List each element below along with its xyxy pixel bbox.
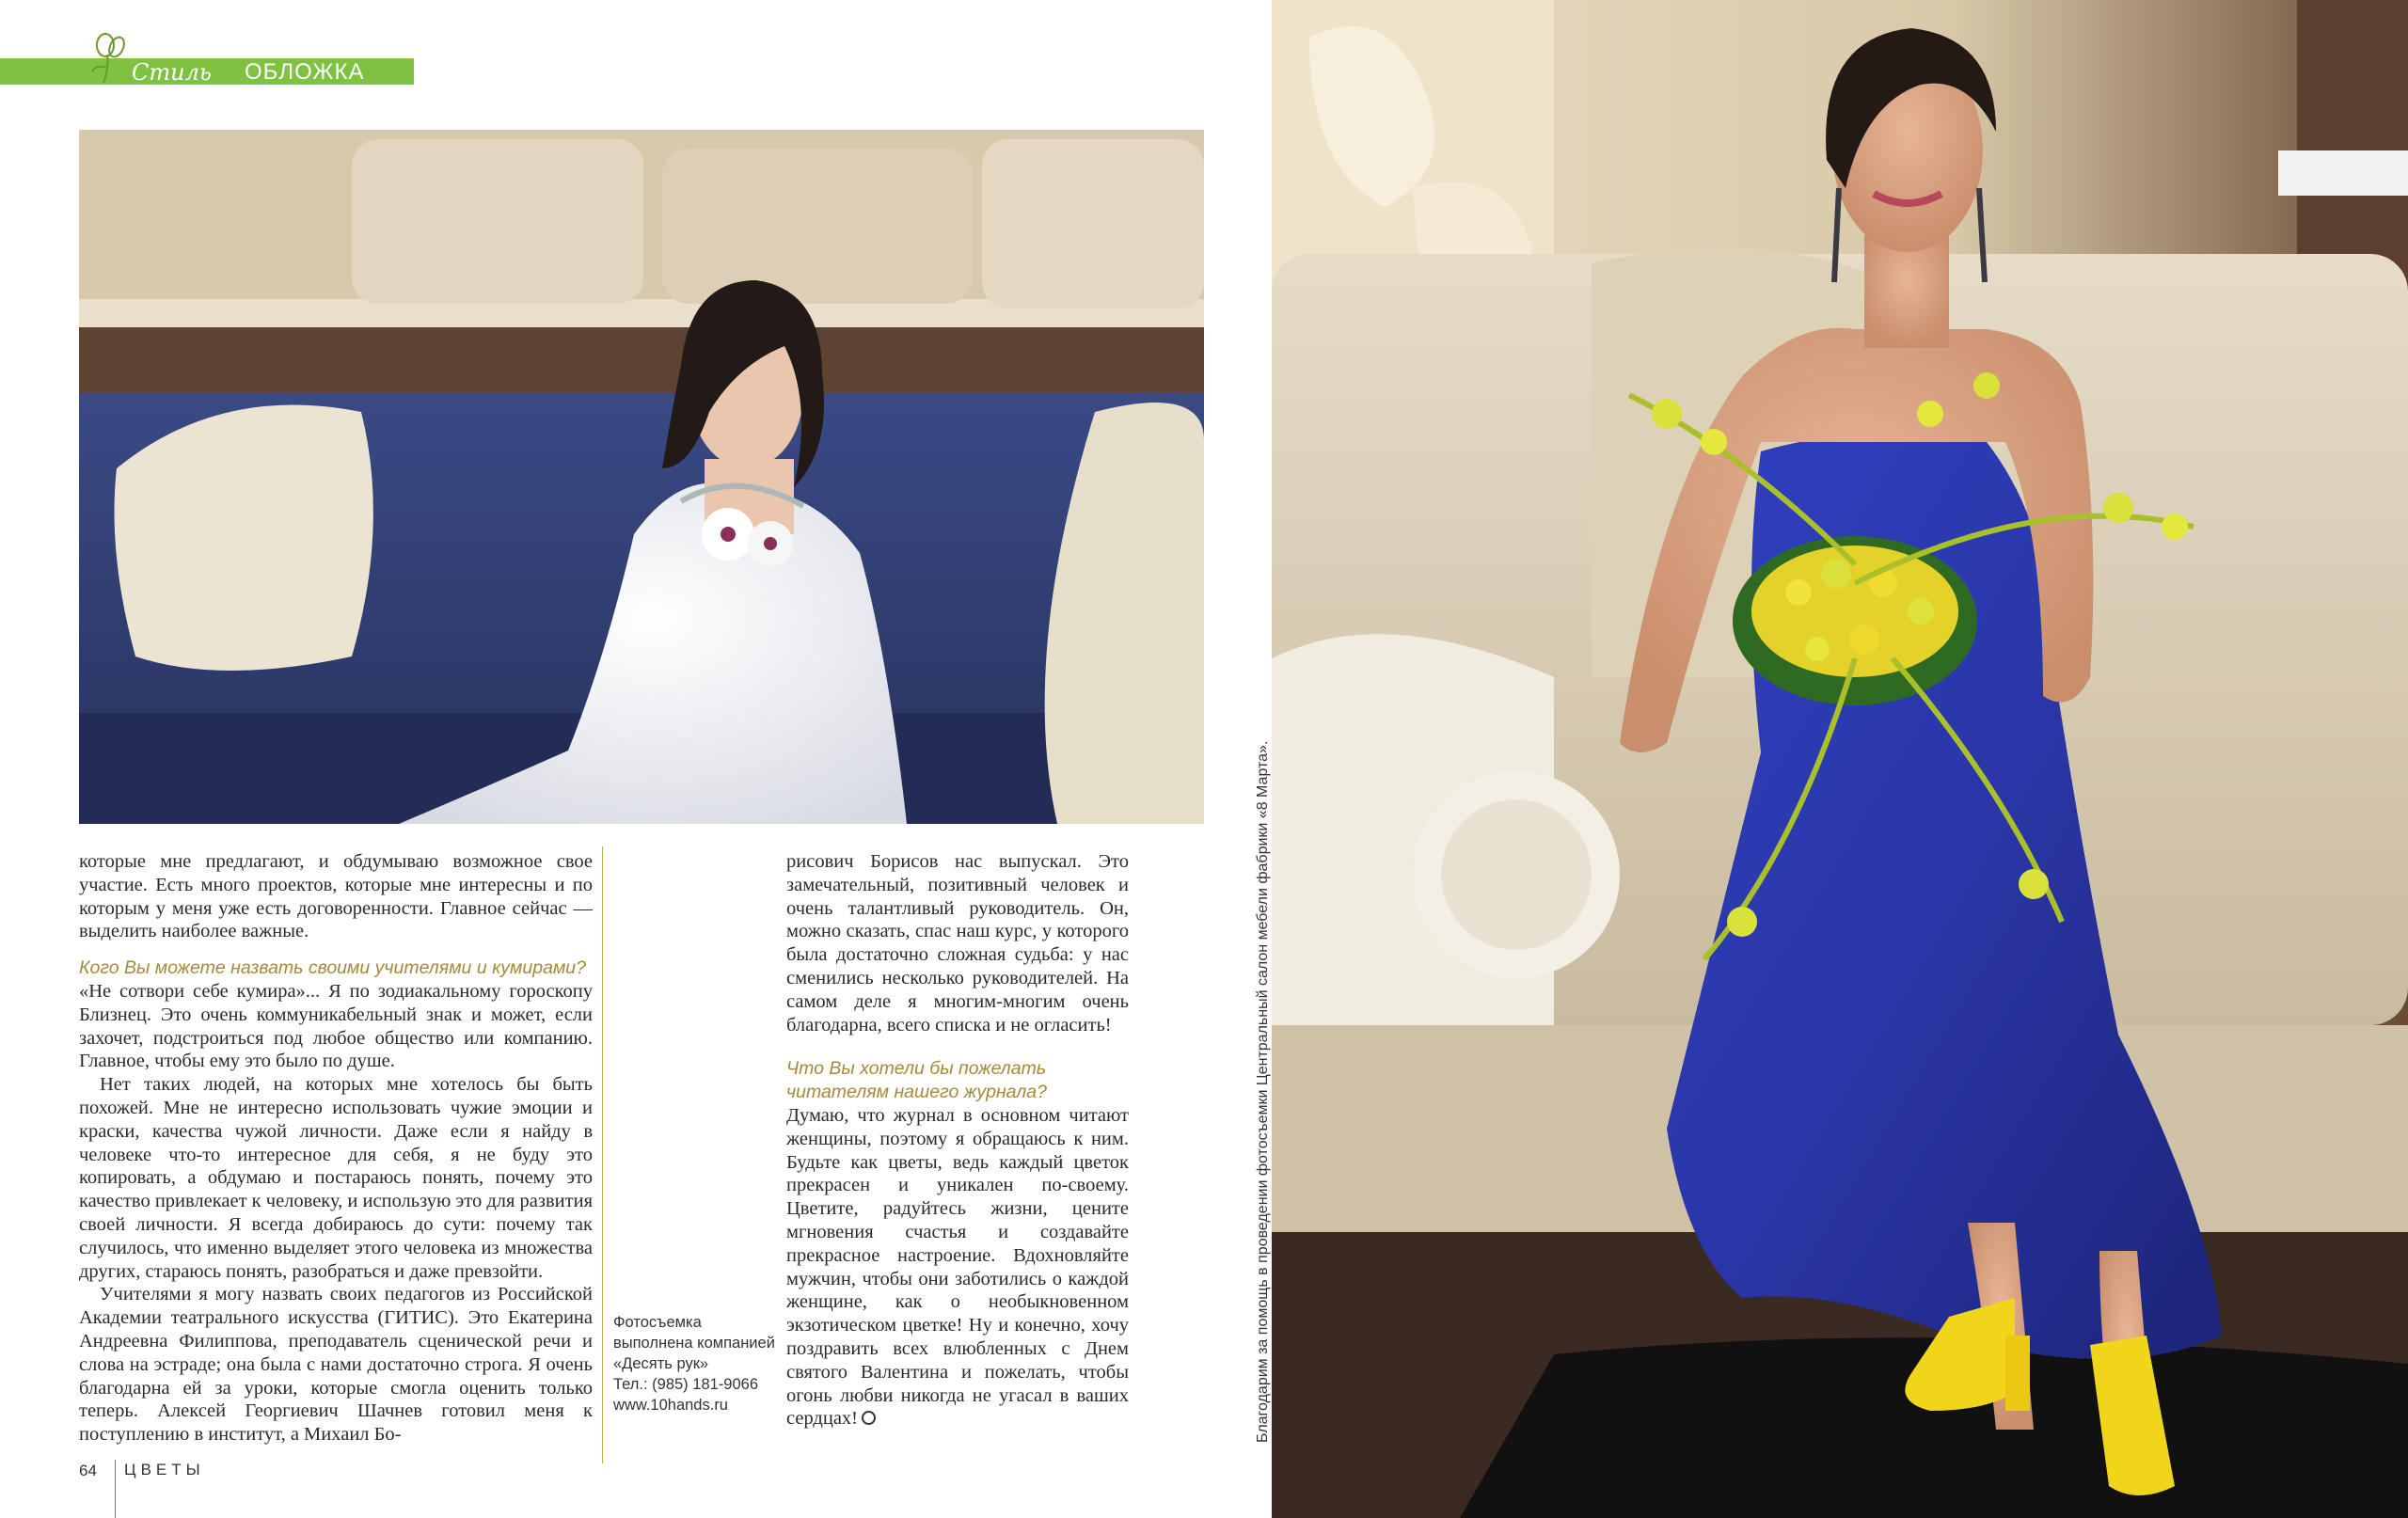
paragraph: рисович Борисов нас выпускал. Это замечательный, позитивный человек и очень талантливый руководитель. Он, можно сказать, спас наш курс, у которого была достаточно сложная судьба: у нас сменились несколько руководителей. На самом деле я многим-многим очень благодарна, всего списка и не огласить!	[786, 851, 1129, 1036]
paragraph: Учителями я могу назвать своих педагогов из Российской Академии театрального искусства (ГИТИС). Это Екатерина Андреевна Филиппова, преподаватель сценической речи и слова на эстраде; она была с нами достаточно строга. Я очень благодарна ей за уроки, которые смогла оценить только теперь. Алексей Георгиевич Шачнев готовил меня к поступлению в институт, а Михаил Бо-	[79, 1284, 593, 1446]
paragraph: «Не сотвори себе кумира»... Я по зодиакальному гороскопу Близнец. Это очень коммуникабельный знак и может, если захочет, подстроиться под любое общество или компанию. Главное, чтобы ему это было по душе.	[79, 980, 593, 1072]
flower-logo-icon	[81, 26, 137, 85]
paragraph: которые мне предлагают, и обдумываю возможное свое участие. Есть много проектов, которые мне интересны и по которым у меня уже есть договоренности. Главное сейчас — выделить наиболее важные.	[79, 851, 593, 942]
credit-line: «Десять рук»	[613, 1355, 709, 1372]
photo-woman-blue-dress-yellow-flowers	[1272, 0, 2408, 1518]
right-page	[1272, 0, 2408, 1518]
photo-credits	[613, 1312, 783, 1415]
page-number: 64	[79, 1462, 97, 1479]
interview-question: Кого Вы можете назвать своими учителями и кумирами?	[79, 957, 587, 979]
paragraph: Нет таких людей, на которых мне хотелось бы быть похожей. Мне не интересно использовать чужие эмоции и краски, качества чужой личности. Даже если я найду в человеке что-то интересное для себя, я не буду это копировать, а обдумаю и постараюсь понять, почему это качество привлекает к человеку, и использую это для развития своей личности. Я всегда добираюсь до сути: почему так случилось, что именно выделяет этого человека из множества других, стараюсь понять, разобраться и даже превзойти.	[79, 1074, 594, 1282]
paragraph	[786, 1104, 1129, 1431]
credit-line: Фотосъемка	[613, 1314, 702, 1331]
column-divider	[602, 846, 603, 1463]
interview-question: Что Вы хотели бы пожелать читателям нашего журнала?	[786, 1058, 1047, 1103]
credit-line: выполнена компанией	[613, 1335, 775, 1352]
magazine-name: ЦВЕТЫ	[124, 1461, 205, 1478]
closing-paragraph-text: Думаю, что журнал в основном читают женщины, поэтому я обращаюсь к ним. Будьте как цветы, ведь каждый цветок прекрасен и уникален по-своему. Цветите, радуйтесь жизни, цените мгновения счастья и создавайте прекрасное настроение. Вдохновляйте мужчин, чтобы они заботились о каждой женщине, как о необыкновенном экзотическом цветке! Ну и конечно, хочу поздравить всех влюбленных с Днем святого Валентина и пожелать, чтобы огонь любви никогда не угасал в ваших сердцах!	[786, 1104, 1129, 1430]
credit-phone: Тел.: (985) 181-9066	[613, 1376, 758, 1393]
header-style-label: Стиль	[132, 59, 212, 86]
end-of-article-icon	[862, 1411, 876, 1425]
vertical-thanks-credit: Благодарим за помощь в проведении фотосъемки Центральный салон мебели фабрики «8 Марта».	[1255, 740, 1271, 1443]
article-column-2	[786, 850, 1129, 1431]
credit-website: www.10hands.ru	[613, 1397, 728, 1414]
photo-woman-white-dress	[79, 130, 1204, 824]
article-column-1	[79, 850, 593, 1447]
header-section-title: ОБЛОЖКА	[245, 59, 365, 85]
footer-divider	[115, 1460, 116, 1518]
